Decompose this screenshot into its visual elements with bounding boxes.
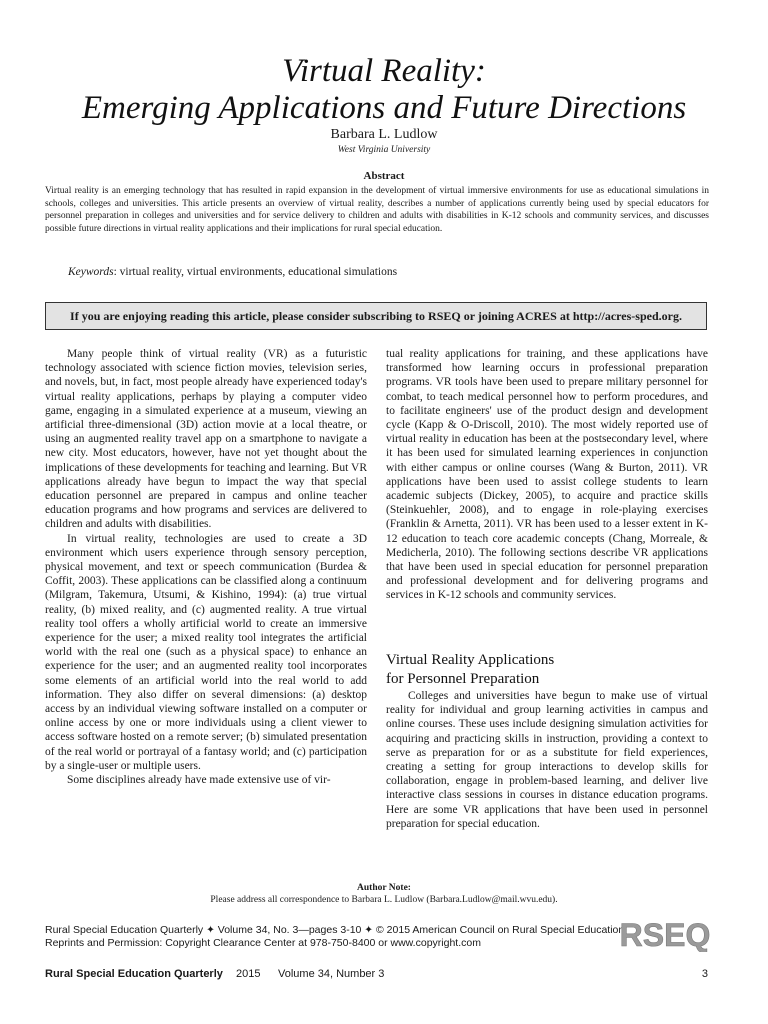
author-affiliation: West Virginia University (337, 145, 431, 155)
section-heading-line-1: Virtual Reality Applications (386, 652, 555, 668)
footer-year: 2015 (236, 968, 261, 980)
paragraph: Many people think of virtual reality (VR) as a futuristic technology associated with science fiction movies, television series, and novels, but, in fact, most people already have experienced today's virtual reality applications, perhaps by playing a computer video game, engaging in a simulated experience at a museum, viewing an artificial three-dimensional (3D) action movie at a local theatre, or using an augmented reality travel app on a smartphone to navigate a new city. Most educators, however, have not yet thought about the implications of these developments for teaching and learning. But VR applications already have begun to impact the way that special education personnel are prepared in campus and online teacher education programs and how programs and services are delivered to children and adults with disabilities. (45, 348, 367, 531)
citation-line-2: Reprints and Permission: Copyright Clearance Center at 978-750-8400 or www.copyright.com (45, 937, 481, 949)
section-heading (386, 651, 708, 689)
author-note-text: Please address all correspondence to Barbara L. Ludlow (Barbara.Ludlow@mail.wvu.edu). (210, 895, 558, 905)
author-note-heading: Author Note: (357, 883, 411, 893)
title-line-1: Virtual Reality: (282, 53, 486, 89)
rseq-logo (620, 916, 710, 952)
keywords (68, 266, 708, 278)
citation-line-1: Rural Special Education Quarterly ✦ Volume 34, No. 3—pages 3-10 ✦ © 2015 American Council on Rural Special Education (45, 924, 625, 936)
footer-volume: Volume 34, Number 3 (278, 968, 385, 980)
paragraph: Some disciplines already have made extensive use of vir- (67, 774, 331, 787)
paragraph: Colleges and universities have begun to make use of virtual reality for individual and group learning activities in campus and online courses. These uses include designing simulation activities for acquiring and practicing skills in instruction, providing a context to serve as preparation for or as a substitute for field experiences, creating a setting for group interactions to develop skills for collaboration, engage in problem-based learning, and deliver live interactive class sessions in courses in distance education programs. Here are some VR applications that have been used in personnel preparation for special education. (386, 690, 708, 830)
footer-journal-name: Rural Special Education Quarterly (45, 968, 223, 980)
body-right-column-bottom (386, 689, 708, 831)
paragraph: tual reality applications for training, and these applications have transformed how learning occurs in professional preparation programs. VR tools have been used to prepare military personnel for combat, to teach medical personnel how to perform procedures, and to facilitate engineers' use of the product design and development cycle (Kapp & O-Driscoll, 2010). The most widely reported use of virtual reality in education has been at the postsecondary level, where it has been used for simulated learning experiences in conjunction with either campus or online courses (Wang & Burton, 2011). VR applications have been used to assist college students to learn academic subjects (Dickey, 2005), to acquire and practice skills (Steinkuehler, 2008), and to engage in role-playing exercises (Franklin & Arnetta, 2011). VR has been used to a lesser extent in K-12 education to teach core academic concepts (Chang, Morreale, & Medicherla, 2010). The following sections describe VR applications that have been used in special education for personnel preparation and professional development and for delivering programs and services in K-12 schools and community services. (386, 348, 708, 602)
section-heading-line-2: for Personnel Preparation (386, 671, 540, 687)
page-number: 3 (701, 968, 708, 980)
body-left-column (45, 347, 367, 787)
body-right-column-top (386, 347, 708, 603)
rseq-logo-text: RSEQ (620, 917, 710, 952)
paragraph: In virtual reality, technologies are used to create a 3D environment which users experience through sensory perception, physical movement, and text or speech communication (Burdea & Coffit, 2003). These applications can be classified along a continuum (Milgram, Takemura, Utsumi, & Kishino, 1994): (a) true virtual reality, (b) mixed reality, and (c) augmented reality. A true virtual reality tool offers a wholly artificial world to create an immersive experience for the user; a mixed reality tool integrates the artificial world with the real one (such as a physical space) to enhance an experience for the user; and an augmented reality tool incorporates some elements of an artificial world into the real world to add information. They also differ on several dimensions: (a) desktop access by an individual viewing software installed on a computer or online access by one or more individuals using a client viewer to access software hosted on a remote server; (b) simulated presentation of the real world or portrayal of a fantasy world; and (c) participation by a single-user or multiple users. (45, 532, 367, 772)
author-name: Barbara L. Ludlow (330, 127, 438, 142)
abstract-text: Virtual reality is an emerging technology that has resulted in rapid expansion in the development of virtual immersive environments for use as educational simulations in schools, colleges and universities. This article presents an overview of virtual reality, describes a number of applications currently being used by special educators for personnel preparation in colleges and universities and for service delivery to children and adults with disabilities in K-12 schools and community services, and discusses possible future directions in virtual reality applications and their implications for rural special education. (45, 186, 709, 234)
title-line-2: Emerging Applications and Future Directions (81, 90, 687, 126)
subscribe-banner: If you are enjoying reading this article, please consider subscribing to RSEQ or joining ACRES at http://acres-sped.org. (45, 302, 707, 330)
abstract-heading: Abstract (363, 170, 405, 182)
keywords-label: Keywords (68, 266, 114, 278)
keywords-text: : virtual reality, virtual environments, educational simulations (113, 266, 398, 278)
